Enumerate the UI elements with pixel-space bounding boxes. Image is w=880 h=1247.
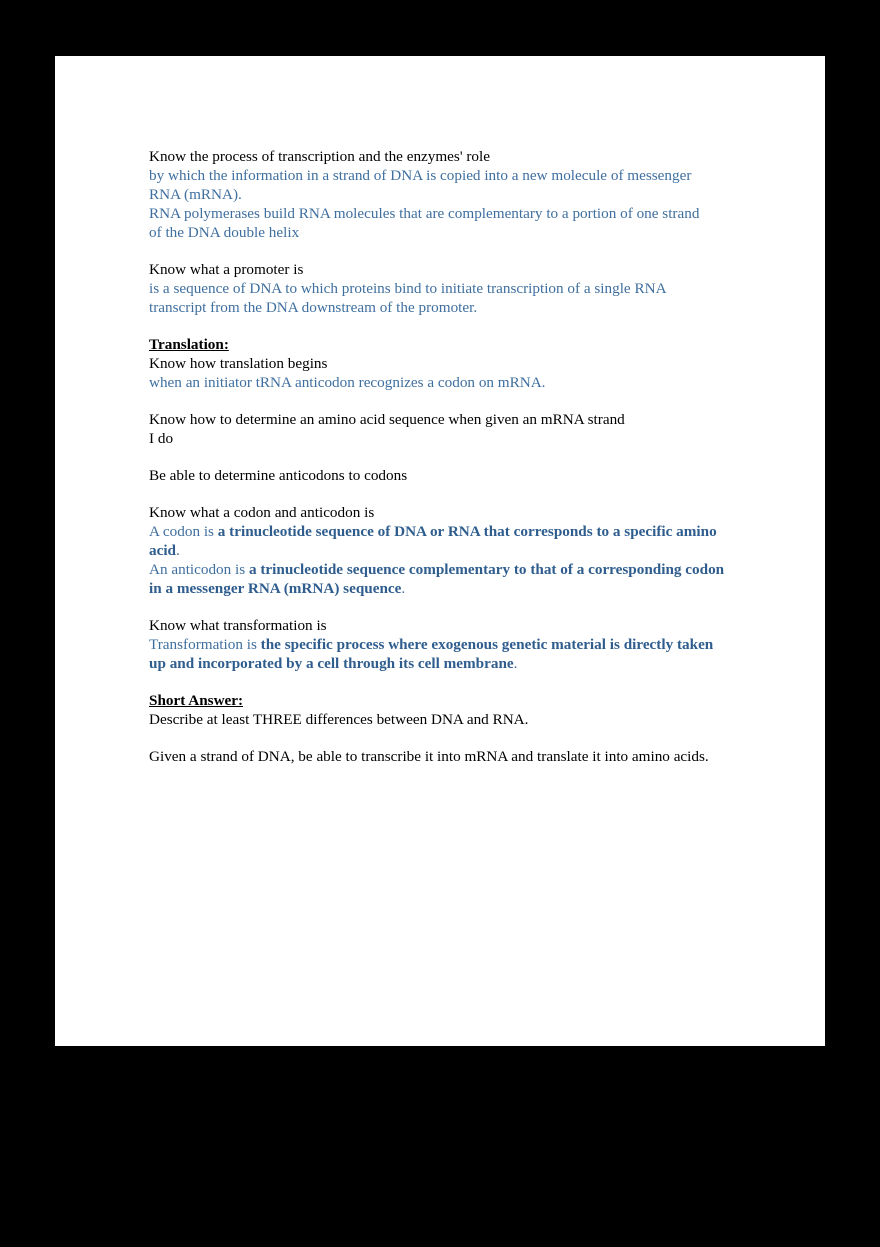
text-line xyxy=(149,579,749,598)
text-line xyxy=(149,429,749,448)
text-run: acid xyxy=(149,542,177,559)
text-run: a trinucleotide sequence of DNA or RNA that corresponds to a specific amino xyxy=(217,523,717,540)
text-run: when an initiator tRNA anticodon recognizes a codon on mRNA. xyxy=(149,374,546,391)
section-heading: Short Answer: xyxy=(149,692,244,709)
text-run: . xyxy=(401,580,406,597)
text-line xyxy=(149,635,749,654)
document-block-transcribe-translate xyxy=(149,747,749,766)
text-run: Know the process of transcription and the enzymes' role xyxy=(149,148,490,165)
text-line xyxy=(149,204,749,223)
text-run: up and incorporated by a cell through its cell membrane xyxy=(149,655,514,672)
text-line xyxy=(149,260,749,279)
document-block-promoter xyxy=(149,260,749,317)
text-line xyxy=(149,654,749,673)
text-line xyxy=(149,691,749,710)
text-line xyxy=(149,279,749,298)
document-block-codon-anticodon xyxy=(149,503,749,598)
text-run: Be able to determine anticodons to codons xyxy=(149,467,408,484)
text-run: Know what a promoter is xyxy=(149,261,304,278)
text-line xyxy=(149,503,749,522)
document-body xyxy=(149,147,749,784)
text-run: Know how to determine an amino acid sequence when given an mRNA strand xyxy=(149,411,625,428)
text-line xyxy=(149,560,749,579)
text-line xyxy=(149,335,749,354)
section-heading: Translation: xyxy=(149,336,229,353)
text-run: An anticodon is xyxy=(149,561,249,578)
text-run: A codon is xyxy=(149,523,218,540)
text-run: the specific process where exogenous genetic material is directly taken xyxy=(260,636,714,653)
text-run: is a sequence of DNA to which proteins bind to initiate transcription of a single RNA xyxy=(149,280,667,297)
text-run: . xyxy=(513,655,518,672)
text-run: Know what a codon and anticodon is xyxy=(149,504,375,521)
document-block-short-answer xyxy=(149,691,749,729)
text-line xyxy=(149,166,749,185)
text-line xyxy=(149,541,749,560)
document-block-amino-acid-sequence xyxy=(149,410,749,448)
document-block-transcription xyxy=(149,147,749,242)
document-block-transformation xyxy=(149,616,749,673)
text-line xyxy=(149,710,749,729)
text-run: I do xyxy=(149,430,174,447)
text-run: Given a strand of DNA, be able to transcribe it into mRNA and translate it into amino acids. xyxy=(149,748,709,765)
text-run: Know what transformation is xyxy=(149,617,327,634)
text-line xyxy=(149,616,749,635)
text-line xyxy=(149,298,749,317)
text-run: RNA (mRNA). xyxy=(149,186,242,203)
text-line xyxy=(149,354,749,373)
text-line xyxy=(149,147,749,166)
document-page xyxy=(55,56,825,1046)
text-run: . xyxy=(176,542,180,559)
text-run: a trinucleotide sequence complementary to that of a corresponding codon xyxy=(248,561,725,578)
text-run: by which the information in a strand of DNA is copied into a new molecule of messenger xyxy=(149,167,692,184)
text-line xyxy=(149,410,749,429)
text-run: of the DNA double helix xyxy=(149,224,300,241)
text-run: Know how translation begins xyxy=(149,355,328,372)
document-block-anticodons-to-codons xyxy=(149,466,749,485)
text-run: Transformation is xyxy=(149,636,261,653)
text-line xyxy=(149,223,749,242)
text-run: Describe at least THREE differences between DNA and RNA. xyxy=(149,711,529,728)
text-run: RNA polymerases build RNA molecules that are complementary to a portion of one strand xyxy=(149,205,700,222)
document-block-translation-heading xyxy=(149,335,749,392)
text-line xyxy=(149,185,749,204)
text-run: transcript from the DNA downstream of the promoter. xyxy=(149,299,478,316)
text-line xyxy=(149,522,749,541)
text-run: in a messenger RNA (mRNA) sequence xyxy=(149,580,402,597)
text-line xyxy=(149,747,749,766)
text-line xyxy=(149,466,749,485)
text-line xyxy=(149,373,749,392)
